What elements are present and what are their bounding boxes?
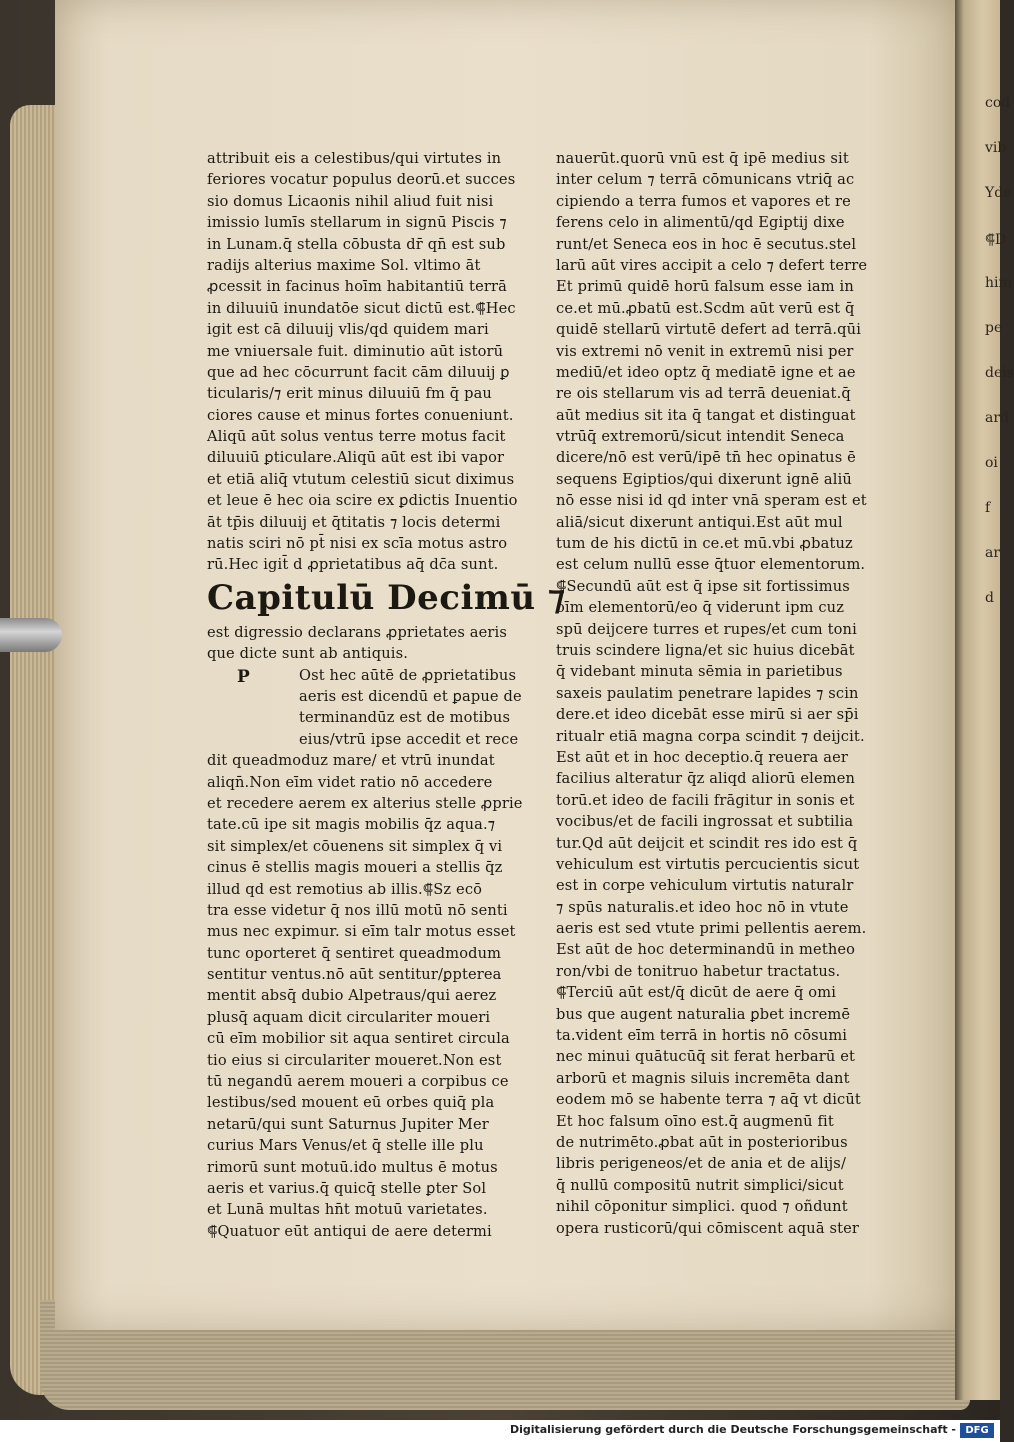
- text-line: dere.et ideo dicebāt esse mirū si aer sp̄i: [556, 706, 859, 724]
- text-line: ciores cause et minus fortes conueniunt.: [207, 406, 514, 424]
- text-line: nihil cōponitur simplici. quod ⁊ oñdunt: [556, 1198, 848, 1216]
- text-line: arborū et magnis siluis incremēta dant: [556, 1069, 850, 1087]
- text-line: ⸿Quatuor eūt antiqui de aere determi: [207, 1222, 492, 1240]
- text-line: natis sciri nō pt̄ nisi ex scīa motus astro: [207, 535, 508, 553]
- text-line: tio eius si circulariter moueret.Non est: [207, 1051, 502, 1069]
- text-line: et Lunā multas hn̄t motuū varietates.: [207, 1201, 488, 1219]
- text-line: radijs alterius maxime Sol. vltimo āt: [207, 256, 481, 274]
- text-line: netarū/qui sunt Saturnus Jupiter Mer: [207, 1115, 489, 1133]
- text-line: illud qd est remotius ab illis.⸿Sz ecō: [207, 880, 483, 898]
- facing-page-fragment: oi: [985, 455, 998, 471]
- text-line: Est aūt de hoc determinandū in metheo: [556, 941, 856, 959]
- text-line: lestibus/sed mouent eū orbes quiq̄ pla: [207, 1094, 495, 1112]
- text-line: sentitur ventus.nō aūt sentitur/ꝑpterea: [207, 966, 502, 984]
- text-line: dit queadmoduz mare/ et vtrū inundat: [207, 752, 495, 770]
- text-line: ⁊ spūs naturalis.et ideo hoc nō in vtute: [556, 898, 849, 916]
- text-line: ritualr etiā magna corpa scindit ⁊ deijcit.: [556, 727, 865, 745]
- facing-page-edge: [955, 0, 1014, 1400]
- text-line: cipiendo a terra fumos et vapores et re: [556, 192, 851, 210]
- facing-page-fragment: d: [985, 590, 994, 606]
- text-line: vocibus/et de facili ingrossat et subtilia: [556, 813, 854, 831]
- text-line: eodem mō se habente terra ⁊ aq̄ vt dicūt: [556, 1091, 861, 1109]
- text-line: rimorū sunt motuū.ido multus ē motus: [207, 1158, 498, 1176]
- text-line: facilius alteratur q̄z aliqd aliorū elemen: [556, 770, 856, 788]
- text-line: est in corpe vehiculum virtutis naturalr: [556, 877, 854, 895]
- text-line: in Lunam.q̄ stella cōbusta dr̄ qn̄ est sub: [207, 235, 506, 253]
- text-line: q̄ videbant minuta sēmia in parietibus: [556, 663, 843, 681]
- text-line: runt/et Seneca eos in hoc ē secutus.stel: [556, 235, 857, 253]
- facing-page-fragment: ard: [985, 410, 1010, 426]
- text-line: in diluuiū inundatōe sicut dictū est.⸿Hec: [207, 299, 516, 317]
- text-line: āt tp̄is diluuij et q̄titatis ⁊ locis determi: [207, 513, 501, 531]
- text-line: feriores vocatur populus deorū.et succes: [207, 171, 516, 189]
- text-line: attribuit eis a celestibus/qui virtutes in: [207, 150, 502, 167]
- book-left-edge: [10, 105, 55, 1395]
- text-line: mus nec expimur. si eīm talr motus esset: [207, 923, 516, 941]
- text-line: vtrūq̄ extremorū/sicut intendit Seneca: [556, 428, 845, 446]
- text-line: cinus ē stellis magis moueri a stellis q̄z: [207, 859, 503, 877]
- initial-letter: P: [237, 666, 250, 687]
- left-column-lines-after: [207, 750, 537, 1242]
- text-line: que ad hec cōcurrunt facit cām diluuij ꝑ: [207, 363, 510, 381]
- text-line: tra esse videtur q̄ nos illū motū nō senti: [207, 901, 508, 919]
- facing-page-fragment: him: [985, 275, 1012, 291]
- footer-credit: Digitalisierung gefördert durch die Deutsche Forschungsgemeinschaft -: [509, 1423, 956, 1436]
- text-line: tū negandū aerem moueri a corpibus ce: [207, 1073, 509, 1091]
- text-line: vis extremi nō venit in extremū nisi per: [556, 342, 854, 360]
- text-line: quidē stellarū virtutē defert ad terrā.qūi: [556, 321, 862, 339]
- text-line: ta.vident eīm terrā in hortis nō cōsumi: [556, 1027, 848, 1045]
- text-line: plusq̄ aquam dicit circulariter moueri: [207, 1008, 491, 1026]
- text-line: tur.Qd aūt deijcit et scindit res ido est q̄: [556, 834, 858, 852]
- text-line: inter celum ⁊ terrā cōmunicans vtriq̄ ac: [556, 171, 855, 189]
- right-text-column: [556, 148, 881, 1239]
- text-line: opera rusticorū/qui cōmiscent aquā ster: [556, 1219, 860, 1237]
- text-line: vehiculum est virtutis percucientis sicut: [556, 855, 860, 873]
- text-line: ticularis/⁊ erit minus diluuiū fm q̄ pau: [207, 385, 492, 403]
- text-line: ron/vbi de tonitruo habetur tractatus.: [556, 962, 841, 980]
- text-line: curius Mars Venus/et q̄ stelle ille plu: [207, 1137, 484, 1155]
- page-clip: [0, 618, 62, 652]
- text-line: diluuiū ꝑticulare.Aliqū aūt est ibi vapor: [207, 449, 505, 467]
- text-line: aeris est sed vtute primi pellentis aerem.: [556, 920, 867, 938]
- text-line: sequens Egiptios/qui dixerunt ignē aliū: [556, 470, 852, 488]
- text-line: tum de his dictū in ce.et mū.vbi ꝓbatuz: [556, 535, 853, 553]
- text-line: igit est cā diluuij vlis/qd quidem mari: [207, 321, 489, 339]
- facing-page-fragment: vib: [985, 140, 1007, 156]
- text-line: aeris est dicendū et ꝑapue de: [299, 687, 522, 705]
- right-column-lines: [556, 148, 881, 1239]
- footer-bar: [0, 1420, 1000, 1442]
- text-line: larū aūt vires accipit a celo ⁊ defert terre: [556, 256, 868, 274]
- text-line: sio domus Licaonis nihil aliud fuit nisi: [207, 192, 494, 210]
- text-line: Et hoc falsum oīno est.q̄ augmenū fit: [556, 1112, 834, 1130]
- text-line: dicere/nō est verū/ipē tn̄ hec opinatus ē: [556, 449, 856, 467]
- text-line: ferens celo in alimentū/qd Egiptij dixe: [556, 214, 845, 232]
- subtitle-line: est digressio declarans ꝓprietates aeris: [207, 623, 507, 641]
- text-line: bus que augent naturalia ꝑbet incremē: [556, 1005, 851, 1023]
- left-column-lines: [207, 148, 537, 576]
- facing-page-fragment: pe: [985, 320, 1003, 336]
- text-line: spū deijcere turres et rupes/et cum toni: [556, 620, 857, 638]
- text-line: rū.Hec igit̄ d ꝓprietatibus aq̄ dc̄a sunt.: [207, 556, 499, 574]
- chapter-heading: Capitulū Decimū ⁊: [207, 577, 566, 618]
- facing-page-fragment: Yde: [985, 185, 1012, 201]
- facing-page-fragment: cod: [985, 95, 1011, 111]
- text-line: eius/vtrū ipse accedit et rece: [299, 730, 519, 748]
- text-line: tunc oporteret q̄ sentiret queadmodum: [207, 944, 502, 962]
- text-line: q̄ nullū compositū nutrit simplici/sicut: [556, 1176, 844, 1194]
- dfg-logo: DFG: [960, 1423, 994, 1438]
- text-line: libris perigeneos/et de ania et de alijs/: [556, 1155, 847, 1173]
- text-line: nauerūt.quorū vnū est q̄ ipē medius sit: [556, 150, 849, 167]
- text-line: oīm elementorū/eo q̄ viderunt ipm cuz: [556, 599, 845, 617]
- text-line: tate.cū ipe sit magis mobilis q̄z aqua.⁊: [207, 816, 496, 834]
- subtitle-line: que dicte sunt ab antiquis.: [207, 645, 409, 663]
- text-line: Aliqū aūt solus ventus terre motus facit: [207, 428, 506, 446]
- text-line: nec minui quātucūq̄ sit ferat herbarū et: [556, 1048, 856, 1066]
- text-line: ꝓcessit in facinus hoīm habitantiū terrā: [207, 278, 507, 296]
- text-line: de nutrimēto.ꝓbat aūt in posterioribus: [556, 1133, 848, 1151]
- text-line: aliā/sicut dixerunt antiqui.Est aūt mul: [556, 513, 843, 531]
- text-line: ⸿Secundū aūt est q̄ ipse sit fortissimus: [556, 577, 850, 595]
- text-line: aeris et varius.q̄ quicq̄ stelle ꝑter Sol: [207, 1179, 487, 1197]
- text-line: sit simplex/et cōuenens sit simplex q̄ vi: [207, 837, 503, 855]
- facing-page-fragment: ⸿D: [985, 232, 1007, 248]
- text-line: ce.et mū.ꝓbatū est.Scdm aūt verū est q̄: [556, 299, 855, 317]
- text-line: me vniuersale fuit. diminutio aūt istorū: [207, 342, 504, 360]
- text-line: truis scindere ligna/et sic huius dicebāt: [556, 641, 855, 659]
- text-line: terminandūz est de motibus: [299, 709, 511, 727]
- text-line: ⸿Terciū aūt est/q̄ dicūt de aere q̄ omi: [556, 984, 837, 1002]
- text-line: et leue ē hec oia scire ex ꝑdictis Inuentio: [207, 492, 518, 510]
- text-line: est celum nullū esse q̄tuor elementorum.: [556, 556, 866, 574]
- initial-block: [207, 665, 537, 751]
- text-line: saxeis paulatim penetrare lapides ⁊ scin: [556, 684, 859, 702]
- text-line: Et primū quidē horū falsum esse iam in: [556, 278, 854, 296]
- facing-page-fragment: deis: [985, 365, 1014, 381]
- text-line: mentit absq̄ dubio Alpetraus/qui aerez: [207, 987, 497, 1005]
- text-line: re ois stellarum vis ad terrā deueniat.q̄: [556, 385, 851, 403]
- text-line: nō esse nisi id qd inter vnā speram est et: [556, 492, 867, 510]
- text-line: torū.et ideo de facili frāgitur in sonis et: [556, 791, 855, 809]
- text-line: et recedere aerem ex alterius stelle ꝓprie: [207, 794, 523, 812]
- text-line: mediū/et ideo optz q̄ mediatē igne et ae: [556, 363, 856, 381]
- chapter-subtitle: [207, 622, 537, 665]
- indented-lines: [207, 665, 537, 751]
- text-line: Ost hec aūtē de ꝓprietatibus: [299, 666, 517, 684]
- text-line: Est aūt et in hoc deceptio.q̄ reuera aer: [556, 748, 849, 766]
- text-line: cū eīm mobilior sit aqua sentiret circula: [207, 1030, 510, 1048]
- facing-page-fragment: f: [985, 500, 991, 516]
- left-text-column: [207, 148, 566, 1242]
- text-line: et etiā aliq̄ vtutum celestiū sicut diximus: [207, 470, 515, 488]
- text-line: aliqn̄.Non eīm videt ratio nō accedere: [207, 773, 493, 791]
- text-line: aūt medius sit ita q̄ tangat et distinguat: [556, 406, 856, 424]
- text-line: imissio lumīs stellarum in signū Piscis ⁊: [207, 214, 507, 232]
- facing-page-fragment: ar: [985, 545, 1001, 561]
